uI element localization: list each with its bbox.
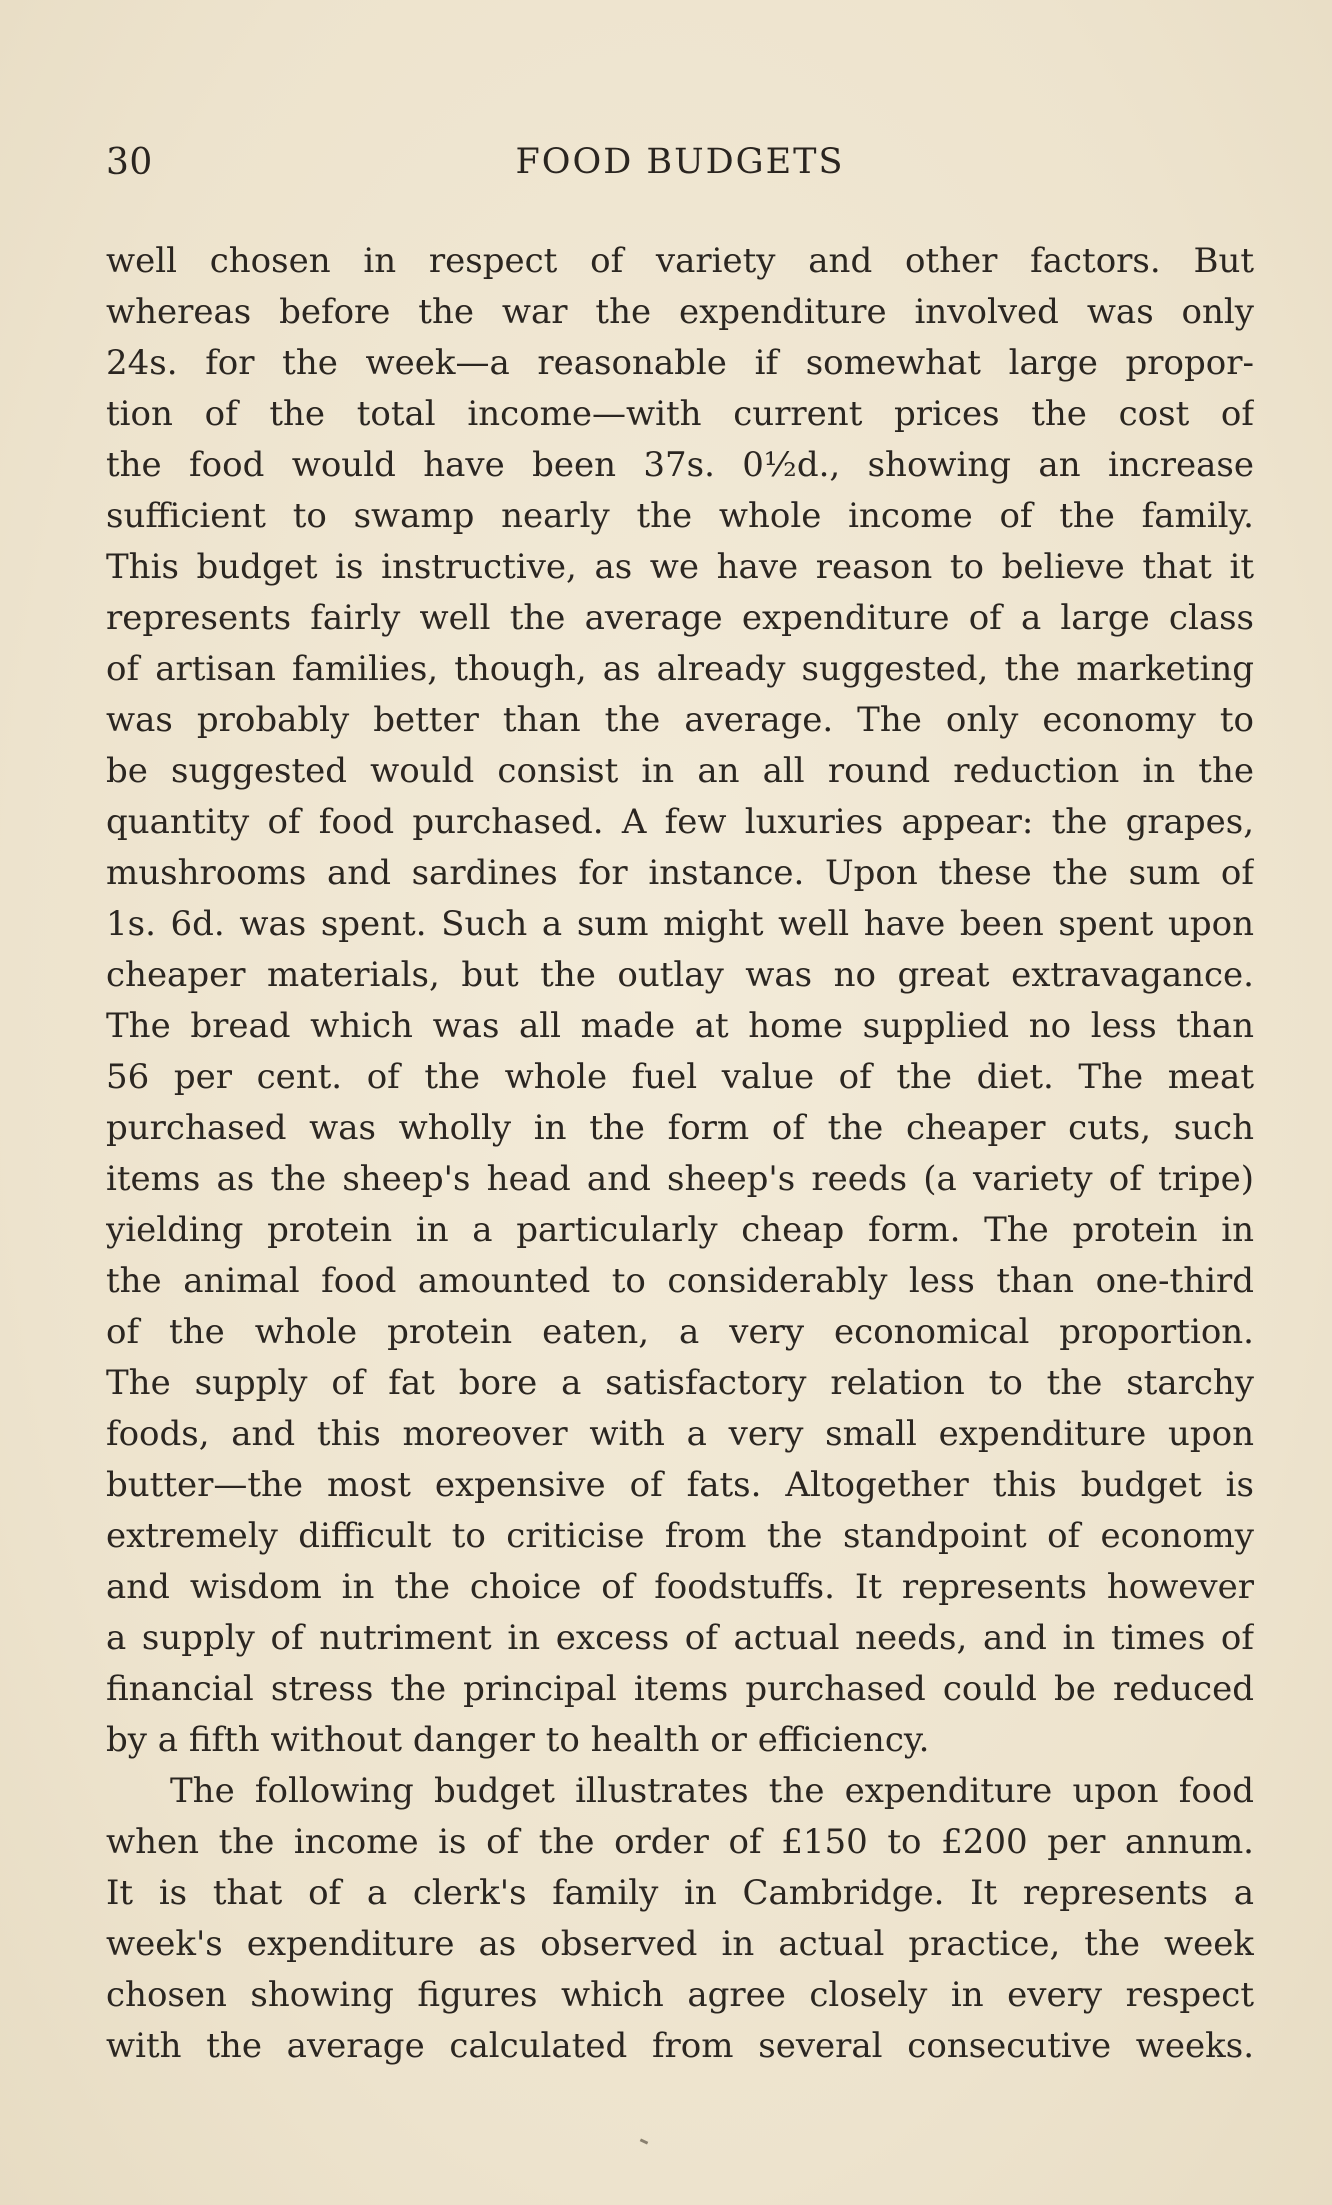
- text-line: chosen showing figures which agree closely in every respect: [106, 1975, 1254, 2015]
- text-line: butter—the most expensive of fats. Altogether this budget is: [106, 1465, 1254, 1505]
- text-line: by a fifth without danger to health or efficiency.: [106, 1720, 930, 1760]
- text-line: financial stress the principal items purchased could be reduced: [106, 1669, 1254, 1709]
- text-line: when the income is of the order of £150 to £200 per annum.: [106, 1822, 1254, 1862]
- page-header: [106, 142, 1254, 196]
- text-line: cheaper materials, but the outlay was no great extravagance.: [106, 955, 1254, 995]
- page-speck: [640, 2138, 649, 2144]
- text-line: The bread which was all made at home supplied no less than: [106, 1006, 1254, 1046]
- text-line: a supply of nutriment in excess of actual needs, and in times of: [106, 1618, 1254, 1658]
- paragraph-1: [106, 236, 1254, 1766]
- text-line: week's expenditure as observed in actual practice, the week: [106, 1924, 1254, 1964]
- running-head: FOOD BUDGETS: [515, 142, 845, 182]
- text-line: the food would have been 37s. 0½d., showing an increase: [106, 445, 1254, 485]
- text-line: with the average calculated from several consecutive weeks.: [106, 2026, 1254, 2066]
- text-line: the animal food amounted to considerably less than one-third: [106, 1261, 1254, 1301]
- text-line: 1s. 6d. was spent. Such a sum might well have been spent upon: [106, 904, 1254, 944]
- body-text: [106, 236, 1254, 2072]
- text-line: tion of the total income—with current prices the cost of: [106, 394, 1254, 434]
- text-line: extremely difficult to criticise from the standpoint of economy: [106, 1516, 1254, 1556]
- text-line: whereas before the war the expenditure involved was only: [106, 292, 1254, 332]
- text-line: was probably better than the average. The only economy to: [106, 700, 1254, 740]
- text-line: represents fairly well the average expenditure of a large class: [106, 598, 1254, 638]
- text-line: The supply of fat bore a satisfactory relation to the starchy: [106, 1363, 1254, 1403]
- text-line: and wisdom in the choice of foodstuffs. It represents however: [106, 1567, 1254, 1607]
- text-line: yielding protein in a particularly cheap form. The protein in: [106, 1210, 1254, 1250]
- text-line: 24s. for the week—a reasonable if somewhat large propor-: [106, 343, 1254, 383]
- text-line: well chosen in respect of variety and other factors. But: [106, 241, 1254, 281]
- text-line: of artisan families, though, as already suggested, the marketing: [106, 649, 1254, 689]
- text-line: The following budget illustrates the expenditure upon food: [170, 1771, 1254, 1811]
- text-line: sufficient to swamp nearly the whole income of the family.: [106, 496, 1254, 536]
- text-line: quantity of food purchased. A few luxuries appear: the grapes,: [106, 802, 1254, 842]
- text-line: foods, and this moreover with a very small expenditure upon: [106, 1414, 1254, 1454]
- text-line: 56 per cent. of the whole fuel value of the diet. The meat: [106, 1057, 1254, 1097]
- text-line: mushrooms and sardines for instance. Upon these the sum of: [106, 853, 1254, 893]
- text-line: be suggested would consist in an all round reduction in the: [106, 751, 1254, 791]
- text-line: This budget is instructive, as we have reason to believe that it: [106, 547, 1254, 587]
- text-line: of the whole protein eaten, a very economical proportion.: [106, 1312, 1254, 1352]
- text-line: It is that of a clerk's family in Cambridge. It represents a: [106, 1873, 1254, 1913]
- text-line: items as the sheep's head and sheep's reeds (a variety of tripe): [106, 1159, 1254, 1199]
- text-line: purchased was wholly in the form of the cheaper cuts, such: [106, 1108, 1254, 1148]
- paragraph-2: [106, 1766, 1254, 2072]
- page-number: 30: [106, 142, 153, 183]
